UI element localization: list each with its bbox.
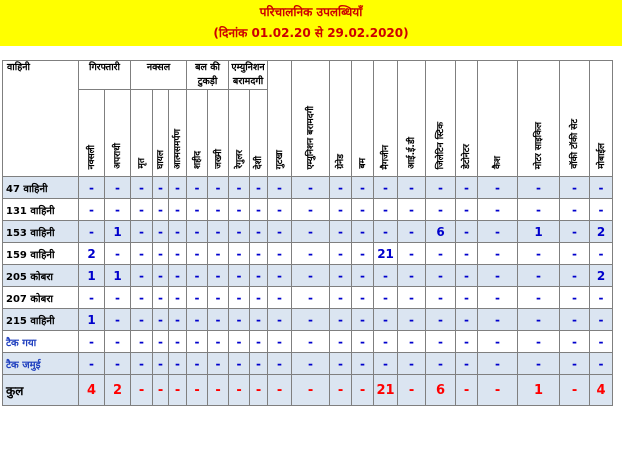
value-cell: - [131, 353, 153, 375]
value-cell: - [426, 243, 456, 265]
unit-cell: 131 वाहिनी [3, 199, 79, 221]
value-cell: - [79, 353, 105, 375]
title-banner [0, 0, 622, 46]
value-cell: - [518, 287, 560, 309]
total-row [3, 375, 613, 406]
value-cell: - [518, 309, 560, 331]
value-cell: - [560, 177, 590, 199]
table-row [3, 177, 613, 199]
value-cell: - [292, 177, 330, 199]
report-date-range: (दिनांक 01.02.20 से 29.02.2020) [213, 26, 409, 40]
value-cell: - [131, 243, 153, 265]
value-cell: 2 [590, 265, 613, 287]
value-cell: - [208, 309, 229, 331]
value-cell: - [590, 177, 613, 199]
value-cell: - [478, 353, 518, 375]
col-header: डेटोनेटर [456, 61, 478, 177]
value-cell: - [169, 309, 187, 331]
value-cell: - [208, 375, 229, 406]
table-row [3, 243, 613, 265]
value-cell: - [105, 309, 131, 331]
col-header: शहीद [187, 90, 208, 177]
table-row [3, 309, 613, 331]
value-cell: - [352, 331, 374, 353]
value-cell: - [208, 243, 229, 265]
value-cell: - [268, 265, 292, 287]
value-cell: - [153, 309, 169, 331]
unit-cell: 159 वाहिनी [3, 243, 79, 265]
value-cell: - [478, 287, 518, 309]
value-cell: - [250, 243, 268, 265]
value-cell: - [374, 177, 398, 199]
value-cell: - [398, 243, 426, 265]
value-cell: - [374, 353, 398, 375]
value-cell: - [79, 331, 105, 353]
col-header: कैश [478, 61, 518, 177]
value-cell: - [268, 177, 292, 199]
value-cell: - [478, 221, 518, 243]
value-cell: - [518, 331, 560, 353]
value-cell: - [229, 287, 250, 309]
value-cell: - [398, 353, 426, 375]
col-header: नक्सली [79, 90, 105, 177]
value-cell: - [187, 331, 208, 353]
value-cell: - [187, 287, 208, 309]
value-cell: - [268, 199, 292, 221]
achievements-table [2, 60, 613, 406]
value-cell: - [268, 309, 292, 331]
value-cell: - [153, 177, 169, 199]
value-cell: - [590, 243, 613, 265]
value-cell: 1 [79, 265, 105, 287]
value-cell: - [153, 287, 169, 309]
value-cell: 1 [105, 221, 131, 243]
value-cell: - [374, 331, 398, 353]
value-cell: - [268, 353, 292, 375]
value-cell: - [456, 287, 478, 309]
value-cell: - [478, 177, 518, 199]
value-cell: - [352, 243, 374, 265]
value-cell: - [105, 353, 131, 375]
value-cell: - [229, 243, 250, 265]
value-cell: - [250, 375, 268, 406]
value-cell: - [590, 331, 613, 353]
value-cell: - [208, 331, 229, 353]
value-cell: - [398, 309, 426, 331]
value-cell: - [268, 331, 292, 353]
value-cell: - [330, 331, 352, 353]
value-cell: - [560, 331, 590, 353]
value-cell: - [187, 243, 208, 265]
value-cell: - [250, 353, 268, 375]
value-cell: - [208, 287, 229, 309]
value-cell: - [292, 265, 330, 287]
value-cell: - [398, 199, 426, 221]
value-cell: 21 [374, 375, 398, 406]
value-cell: - [292, 199, 330, 221]
value-cell: - [426, 353, 456, 375]
value-cell: - [153, 331, 169, 353]
value-cell: - [229, 177, 250, 199]
value-cell: 2 [105, 375, 131, 406]
value-cell: - [456, 177, 478, 199]
value-cell: - [456, 375, 478, 406]
value-cell: - [292, 287, 330, 309]
value-cell: - [518, 243, 560, 265]
value-cell: - [229, 265, 250, 287]
col-header: बम [352, 61, 374, 177]
value-cell: - [131, 221, 153, 243]
value-cell: 2 [590, 221, 613, 243]
value-cell: 2 [79, 243, 105, 265]
value-cell: - [374, 287, 398, 309]
group-ammunition: एम्युनिशन बरामदगी [229, 61, 268, 90]
col-header: मोबाईल [590, 61, 613, 177]
value-cell: - [187, 199, 208, 221]
value-cell: - [153, 375, 169, 406]
value-cell: - [456, 243, 478, 265]
report-title: परिचालनिक उपलब्धियाँ [259, 5, 363, 19]
value-cell: - [330, 309, 352, 331]
value-cell: - [105, 287, 131, 309]
value-cell: - [478, 309, 518, 331]
col-header: मैगजीन [374, 61, 398, 177]
value-cell: - [560, 199, 590, 221]
value-cell: - [229, 353, 250, 375]
col-header: एम्युनिशन बरामदगी [292, 61, 330, 177]
value-cell: 4 [79, 375, 105, 406]
value-cell: - [153, 243, 169, 265]
unit-cell: 47 वाहिनी [3, 177, 79, 199]
group-arrest: गिरफ्तारी [79, 61, 131, 90]
value-cell: - [79, 177, 105, 199]
value-cell: - [352, 287, 374, 309]
value-cell: 4 [590, 375, 613, 406]
value-cell: - [478, 375, 518, 406]
col-header: ग्रेनेड [330, 61, 352, 177]
value-cell: - [374, 309, 398, 331]
value-cell: 1 [518, 375, 560, 406]
unit-header: वाहिनी [3, 61, 79, 177]
value-cell: - [398, 265, 426, 287]
value-cell: - [187, 309, 208, 331]
value-cell: - [131, 265, 153, 287]
value-cell: - [292, 243, 330, 265]
value-cell: - [169, 353, 187, 375]
value-cell: - [518, 199, 560, 221]
value-cell: - [292, 331, 330, 353]
value-cell: - [560, 265, 590, 287]
col-header: वॉकी टॉकी सेट [560, 61, 590, 177]
value-cell: - [208, 265, 229, 287]
value-cell: - [229, 309, 250, 331]
value-cell: - [131, 309, 153, 331]
value-cell: - [292, 375, 330, 406]
value-cell: - [330, 375, 352, 406]
value-cell: - [560, 243, 590, 265]
value-cell: - [292, 353, 330, 375]
unit-cell: 205 कोबरा [3, 265, 79, 287]
col-header: जख्मी [208, 90, 229, 177]
value-cell: - [352, 265, 374, 287]
table-row [3, 331, 613, 353]
value-cell: - [169, 199, 187, 221]
value-cell: - [131, 331, 153, 353]
table-row [3, 287, 613, 309]
value-cell: - [426, 265, 456, 287]
value-cell: - [518, 353, 560, 375]
value-cell: 6 [426, 221, 456, 243]
unit-cell: 153 वाहिनी [3, 221, 79, 243]
value-cell: - [268, 243, 292, 265]
table-row [3, 265, 613, 287]
value-cell: - [292, 221, 330, 243]
value-cell: - [105, 199, 131, 221]
value-cell: - [456, 309, 478, 331]
col-header: आई.ई.डी [398, 61, 426, 177]
value-cell: - [590, 309, 613, 331]
value-cell: - [169, 177, 187, 199]
value-cell: - [229, 375, 250, 406]
value-cell: - [153, 221, 169, 243]
value-cell: - [153, 353, 169, 375]
value-cell: - [229, 331, 250, 353]
value-cell: - [131, 287, 153, 309]
value-cell: - [250, 177, 268, 199]
value-cell: - [250, 309, 268, 331]
value-cell: - [398, 177, 426, 199]
value-cell: - [169, 375, 187, 406]
value-cell: - [560, 221, 590, 243]
value-cell: - [560, 287, 590, 309]
value-cell: - [229, 199, 250, 221]
value-cell: - [79, 287, 105, 309]
value-cell: - [478, 243, 518, 265]
value-cell: - [79, 199, 105, 221]
value-cell: - [250, 265, 268, 287]
value-cell: - [79, 221, 105, 243]
value-cell: - [398, 287, 426, 309]
value-cell: - [426, 309, 456, 331]
col-header: अपराधी [105, 90, 131, 177]
value-cell: 1 [518, 221, 560, 243]
value-cell: - [105, 243, 131, 265]
col-header: आत्मसमर्पण [169, 90, 187, 177]
value-cell: - [456, 353, 478, 375]
value-cell: - [456, 331, 478, 353]
value-cell: - [105, 331, 131, 353]
value-cell: - [352, 221, 374, 243]
value-cell: - [208, 177, 229, 199]
value-cell: - [560, 375, 590, 406]
value-cell: - [187, 221, 208, 243]
value-cell: - [352, 177, 374, 199]
col-header: रेगुलर [229, 90, 250, 177]
table-row [3, 199, 613, 221]
value-cell: - [169, 243, 187, 265]
value-cell: - [330, 353, 352, 375]
value-cell: - [330, 287, 352, 309]
value-cell: - [169, 287, 187, 309]
value-cell: - [169, 221, 187, 243]
unit-cell: टैक जमुई [3, 353, 79, 375]
unit-cell: कुल [3, 375, 79, 406]
value-cell: - [518, 177, 560, 199]
col-header: मोटर साइकिल [518, 61, 560, 177]
value-cell: 1 [79, 309, 105, 331]
value-cell: - [330, 221, 352, 243]
value-cell: - [330, 243, 352, 265]
value-cell: - [560, 309, 590, 331]
value-cell: - [187, 375, 208, 406]
value-cell: - [374, 265, 398, 287]
value-cell: - [229, 221, 250, 243]
value-cell: - [268, 287, 292, 309]
value-cell: - [352, 353, 374, 375]
group-naxal: नक्सल [131, 61, 187, 90]
value-cell: - [268, 221, 292, 243]
value-cell: - [187, 177, 208, 199]
value-cell: - [374, 221, 398, 243]
value-cell: 1 [105, 265, 131, 287]
value-cell: - [292, 309, 330, 331]
value-cell: - [250, 287, 268, 309]
value-cell: - [560, 353, 590, 375]
value-cell: - [250, 221, 268, 243]
value-cell: - [268, 375, 292, 406]
value-cell: - [208, 353, 229, 375]
value-cell: - [456, 265, 478, 287]
value-cell: - [250, 331, 268, 353]
value-cell: - [426, 331, 456, 353]
value-cell: - [352, 309, 374, 331]
value-cell: - [456, 221, 478, 243]
col-header: जिलेटिन स्टिक [426, 61, 456, 177]
col-header: गुटखा [268, 61, 292, 177]
col-header: मृत [131, 90, 153, 177]
value-cell: - [398, 221, 426, 243]
value-cell: - [478, 331, 518, 353]
value-cell: - [398, 375, 426, 406]
table-row [3, 353, 613, 375]
value-cell: - [426, 199, 456, 221]
value-cell: 21 [374, 243, 398, 265]
value-cell: - [456, 199, 478, 221]
value-cell: - [208, 199, 229, 221]
value-cell: - [590, 287, 613, 309]
value-cell: - [478, 265, 518, 287]
value-cell: - [153, 265, 169, 287]
value-cell: - [169, 265, 187, 287]
value-cell: - [426, 287, 456, 309]
value-cell: - [330, 265, 352, 287]
value-cell: - [169, 331, 187, 353]
value-cell: - [590, 199, 613, 221]
value-cell: - [250, 199, 268, 221]
unit-cell: 207 कोबरा [3, 287, 79, 309]
unit-cell: 215 वाहिनी [3, 309, 79, 331]
unit-cell: टैक गया [3, 331, 79, 353]
value-cell: 6 [426, 375, 456, 406]
value-cell: - [131, 375, 153, 406]
value-cell: - [426, 177, 456, 199]
value-cell: - [518, 265, 560, 287]
value-cell: - [398, 331, 426, 353]
value-cell: - [105, 177, 131, 199]
value-cell: - [352, 199, 374, 221]
value-cell: - [590, 353, 613, 375]
value-cell: - [374, 199, 398, 221]
value-cell: - [330, 199, 352, 221]
group-force-unit: बल की टुकड़ी [187, 61, 229, 90]
value-cell: - [352, 375, 374, 406]
value-cell: - [131, 199, 153, 221]
col-header: घायल [153, 90, 169, 177]
value-cell: - [330, 177, 352, 199]
value-cell: - [478, 199, 518, 221]
value-cell: - [187, 353, 208, 375]
value-cell: - [208, 221, 229, 243]
table-row [3, 221, 613, 243]
value-cell: - [131, 177, 153, 199]
value-cell: - [187, 265, 208, 287]
col-header: देशी [250, 90, 268, 177]
value-cell: - [153, 199, 169, 221]
